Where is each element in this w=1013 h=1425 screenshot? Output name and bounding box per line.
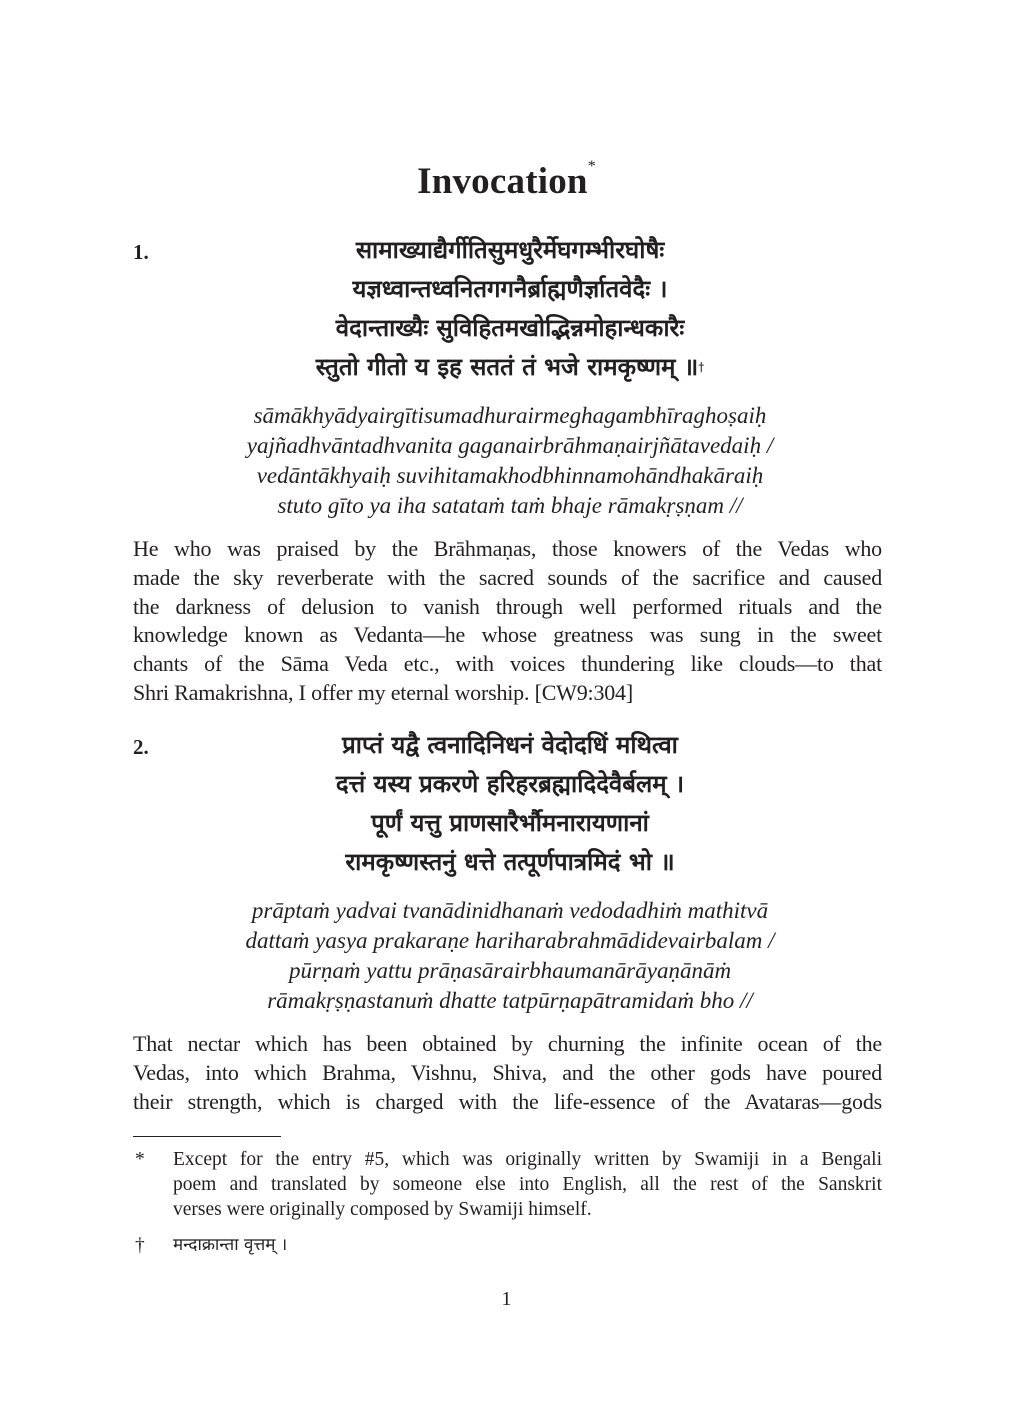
verse-transliteration (180, 401, 840, 521)
transliteration-line: sāmākhyādyairgītisumadhurairmeghagambhīraghoṣaiḥ (253, 403, 767, 428)
sanskrit-line (200, 348, 820, 387)
transliteration-line: prāptaṁ yadvai tvanādinidhanaṁ vedodadhiṁ mathitvā (251, 898, 769, 923)
sanskrit-line: यज्ञध्वान्तध्वनितगगनैर्ब्राह्मणैर्ज्ञातवेदैः । (352, 275, 668, 303)
footnote (133, 1233, 882, 1261)
transliteration-line: stuto gīto ya iha satataṁ taṁ bhaje rāmakṛṣṇam // (277, 493, 743, 518)
footnote-separator (133, 1136, 281, 1137)
page-number: 1 (501, 1288, 512, 1310)
translation-line: He who was praised by the Brāhmaṇas, those knowers of the Vedas who (133, 536, 882, 561)
transliteration-line: vedāntākhyaiḥ suvihitamakhodbhinnamohāndhakāraiḥ (256, 463, 764, 488)
verse-number: 2. (133, 735, 149, 759)
translation-line: Vedas, into which Brahma, Vishnu, Shiva, and the other gods have poured (133, 1059, 882, 1085)
transliteration-line: yajñadhvāntadhvanita gaganairbrāhmaṇairjñātavedaiḥ / (246, 433, 774, 458)
transliteration-line: rāmakṛṣṇastanuṁ dhatte tatpūrṇapātramidaṁ bho // (267, 988, 753, 1013)
footnote-mark: * (135, 1149, 145, 1170)
sanskrit-line-text: स्तुतो गीतो य इह सततं तं भजे रामकृष्णम् ॥ (315, 353, 699, 381)
meter-footnote-mark: † (698, 360, 705, 374)
footnote-line: Except for the entry #5, which was originally written by Swamiji in a Bengali (173, 1149, 882, 1170)
sanskrit-line: सामाख्याद्यैर्गीतिसुमधुरैर्मेघगम्भीरघोषैः (355, 236, 665, 264)
page-title-text: Invocation (417, 161, 588, 202)
verse-sanskrit (200, 726, 820, 882)
sanskrit-line: रामकृष्णस्तनुं धत्ते तत्पूर्णपात्रमिदं भो ॥ (345, 848, 675, 876)
footnote-mark: † (135, 1235, 145, 1256)
sanskrit-line: पूर्णं यत्तु प्राणसारैर्भौमनारायणानां (371, 809, 649, 837)
translation-line: the darkness of delusion to vanish through well performed rituals and the (133, 593, 882, 619)
translation-line: chants of the Sāma Veda etc., with voices thundering like clouds—to that (133, 651, 882, 677)
sanskrit-line: दत्तं यस्य प्रकरणे हरिहरब्रह्मादिदेवैर्बलम् । (335, 770, 685, 798)
verse-translation (133, 1030, 882, 1116)
transliteration-line: pūrṇaṁ yattu prāṇasārairbhaumanārāyaṇānāṁ (288, 958, 732, 983)
footnote-line: verses were originally composed by Swamiji himself. (173, 1199, 592, 1220)
verse-translation (133, 535, 882, 708)
footnote-text (173, 1147, 882, 1222)
translation-line: Shri Ramakrishna, I offer my eternal worship. [CW9:304] (133, 679, 633, 705)
sanskrit-line: प्राप्तं यद्वै त्वनादिनिधनं वेदोदधिं मथित्वा (342, 731, 678, 759)
footnote-line: poem and translated by someone else into English, all the rest of the Sanskrit (173, 1174, 882, 1195)
footnote-line: मन्दाक्रान्ता वृत्तम् । (173, 1235, 288, 1255)
translation-line: their strength, which is charged with the life-essence of the Avataras—gods (133, 1088, 882, 1114)
footnote-text (173, 1233, 882, 1258)
title-footnote-mark: * (587, 158, 596, 175)
verse-sanskrit (200, 231, 820, 387)
page-title (0, 160, 1013, 203)
translation-line: That nectar which has been obtained by churning the infinite ocean of the (133, 1031, 882, 1056)
footnote (133, 1147, 882, 1227)
transliteration-line: dattaṁ yasya prakaraṇe hariharabrahmādidevairbalam / (245, 928, 775, 953)
sanskrit-line: वेदान्ताख्यैः सुविहितमखोद्भिन्नमोहान्धकारैः (335, 314, 685, 342)
verse-transliteration (180, 896, 840, 1016)
verse-number: 1. (133, 240, 149, 264)
translation-line: knowledge known as Vedanta—he whose greatness was sung in the sweet (133, 622, 882, 648)
translation-line: made the sky reverberate with the sacred sounds of the sacrifice and caused (133, 564, 882, 590)
